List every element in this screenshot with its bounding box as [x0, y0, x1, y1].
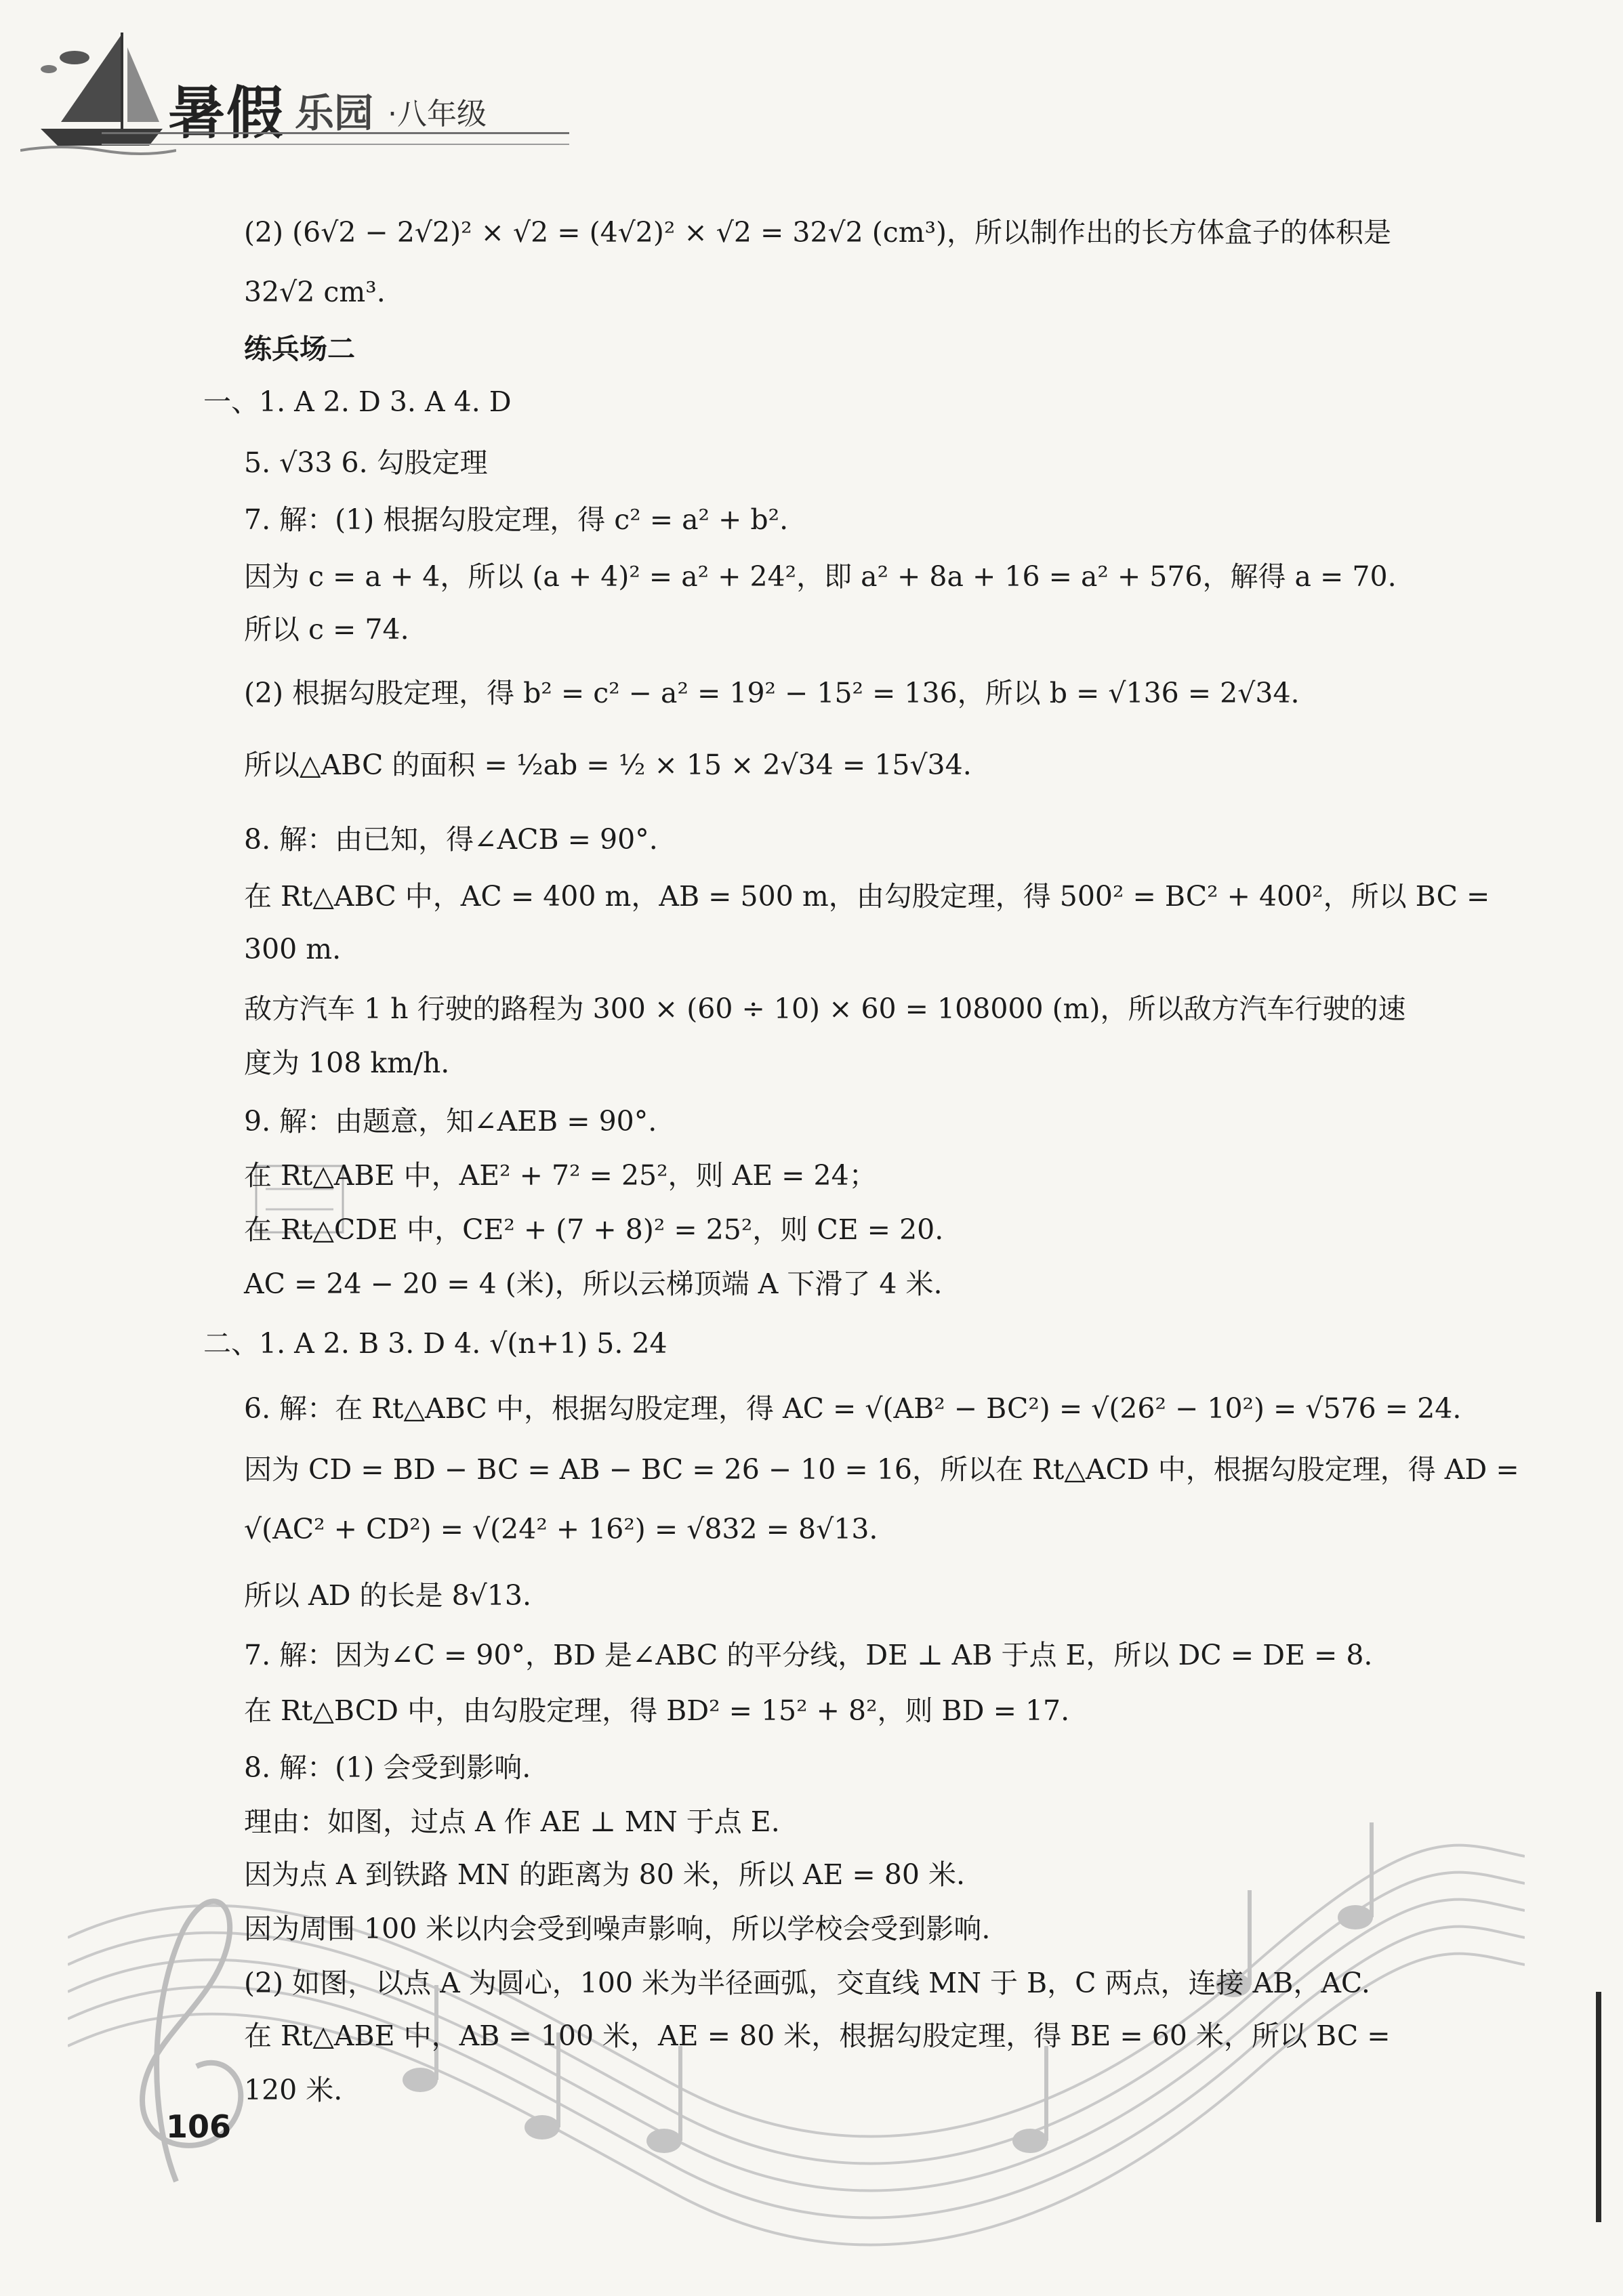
- header-divider-secondary: [102, 144, 569, 145]
- answer-line: 300 m.: [244, 933, 342, 965]
- page-edge-shadow: [1596, 1992, 1601, 2222]
- answer-line: 在 Rt△CDE 中，CE² + (7 + 8)² = 25²，则 CE = 20.: [244, 1213, 944, 1246]
- answer-line: 在 Rt△ABC 中，AC = 400 m，AB = 500 m，由勾股定理，得 500² = BC² + 400²，所以 BC =: [244, 880, 1490, 913]
- answer-line: 因为 c = a + 4，所以 (a + 4)² = a² + 24²，即 a² + 8a + 16 = a² + 576，解得 a = 70.: [244, 560, 1397, 593]
- answer-line: 9. 解：由题意，知∠AEB = 90°.: [244, 1105, 657, 1137]
- answer-line: 度为 108 km/h.: [244, 1047, 450, 1079]
- page-header: [0, 0, 1623, 163]
- header-grade: ·八年级: [388, 97, 487, 131]
- answer-line: 所以 AD 的长是 8√13.: [244, 1579, 531, 1612]
- answer-line: 所以△ABC 的面积 = ½ab = ½ × 15 × 2√34 = 15√34.: [244, 749, 972, 781]
- answer-line: 5. √33 6. 勾股定理: [244, 446, 488, 479]
- answer-line: 6. 解：在 Rt△ABC 中，根据勾股定理，得 AC = √(AB² − BC²) = √(26² − 10²) = √576 = 24.: [244, 1392, 1462, 1425]
- answer-line: 7. 解：(1) 根据勾股定理，得 c² = a² + b².: [244, 503, 789, 536]
- header-subtitle: 乐园: [295, 90, 374, 136]
- answer-line: 二、1. A 2. B 3. D 4. √(n+1) 5. 24: [203, 1327, 667, 1360]
- answer-line: 在 Rt△BCD 中，由勾股定理，得 BD² = 15² + 8²，则 BD = 17.: [244, 1694, 1070, 1727]
- section-heading: 练兵场二: [244, 333, 355, 365]
- answer-line: 理由：如图，过点 A 作 AE ⊥ MN 于点 E.: [244, 1806, 780, 1838]
- header-title: 暑假: [168, 80, 285, 146]
- answer-line: 因为周围 100 米以内会受到噪声影响，所以学校会受到影响.: [244, 1913, 991, 1945]
- header-divider: [102, 132, 569, 134]
- answer-line: 在 Rt△ABE 中，AE² + 7² = 25²，则 AE = 24；: [244, 1159, 877, 1192]
- answer-line: √(AC² + CD²) = √(24² + 16²) = √832 = 8√13.: [244, 1513, 878, 1545]
- answer-line: 8. 解：由已知，得∠ACB = 90°.: [244, 823, 658, 856]
- answer-line: 120 米.: [244, 2074, 343, 2106]
- answer-line: 7. 解：因为∠C = 90°，BD 是∠ABC 的平分线，DE ⊥ AB 于点 E，所以 DC = DE = 8.: [244, 1639, 1373, 1671]
- answer-line: 因为 CD = BD − BC = AB − BC = 26 − 10 = 16，所以在 Rt△ACD 中，根据勾股定理，得 AD =: [244, 1453, 1519, 1486]
- page-number: 106: [166, 2108, 232, 2145]
- answer-line: 因为点 A 到铁路 MN 的距离为 80 米，所以 AE = 80 米.: [244, 1858, 966, 1891]
- sailboat-logo-icon: [20, 27, 176, 156]
- answer-line: (2) (6√2 − 2√2)² × √2 = (4√2)² × √2 = 32√2 (cm³)，所以制作出的长方体盒子的体积是: [244, 216, 1392, 249]
- answer-line: 敌方汽车 1 h 行驶的路程为 300 × (60 ÷ 10) × 60 = 108000 (m)，所以敌方汽车行驶的速: [244, 993, 1406, 1025]
- answer-line: 一、1. A 2. D 3. A 4. D: [203, 385, 512, 418]
- answer-line: 8. 解：(1) 会受到影响.: [244, 1751, 531, 1784]
- answer-line: 32√2 cm³.: [244, 276, 386, 308]
- answer-line: (2) 如图，以点 A 为圆心，100 米为半径画弧，交直线 MN 于 B，C 两点，连接 AB，AC.: [244, 1967, 1370, 1999]
- answer-line: 所以 c = 74.: [244, 613, 409, 646]
- answer-line: 在 Rt△ABE 中，AB = 100 米，AE = 80 米，根据勾股定理，得 BE = 60 米，所以 BC =: [244, 2020, 1391, 2052]
- answer-line: (2) 根据勾股定理，得 b² = c² − a² = 19² − 15² = 136，所以 b = √136 = 2√34.: [244, 677, 1300, 709]
- answer-line: AC = 24 − 20 = 4 (米)，所以云梯顶端 A 下滑了 4 米.: [244, 1268, 943, 1300]
